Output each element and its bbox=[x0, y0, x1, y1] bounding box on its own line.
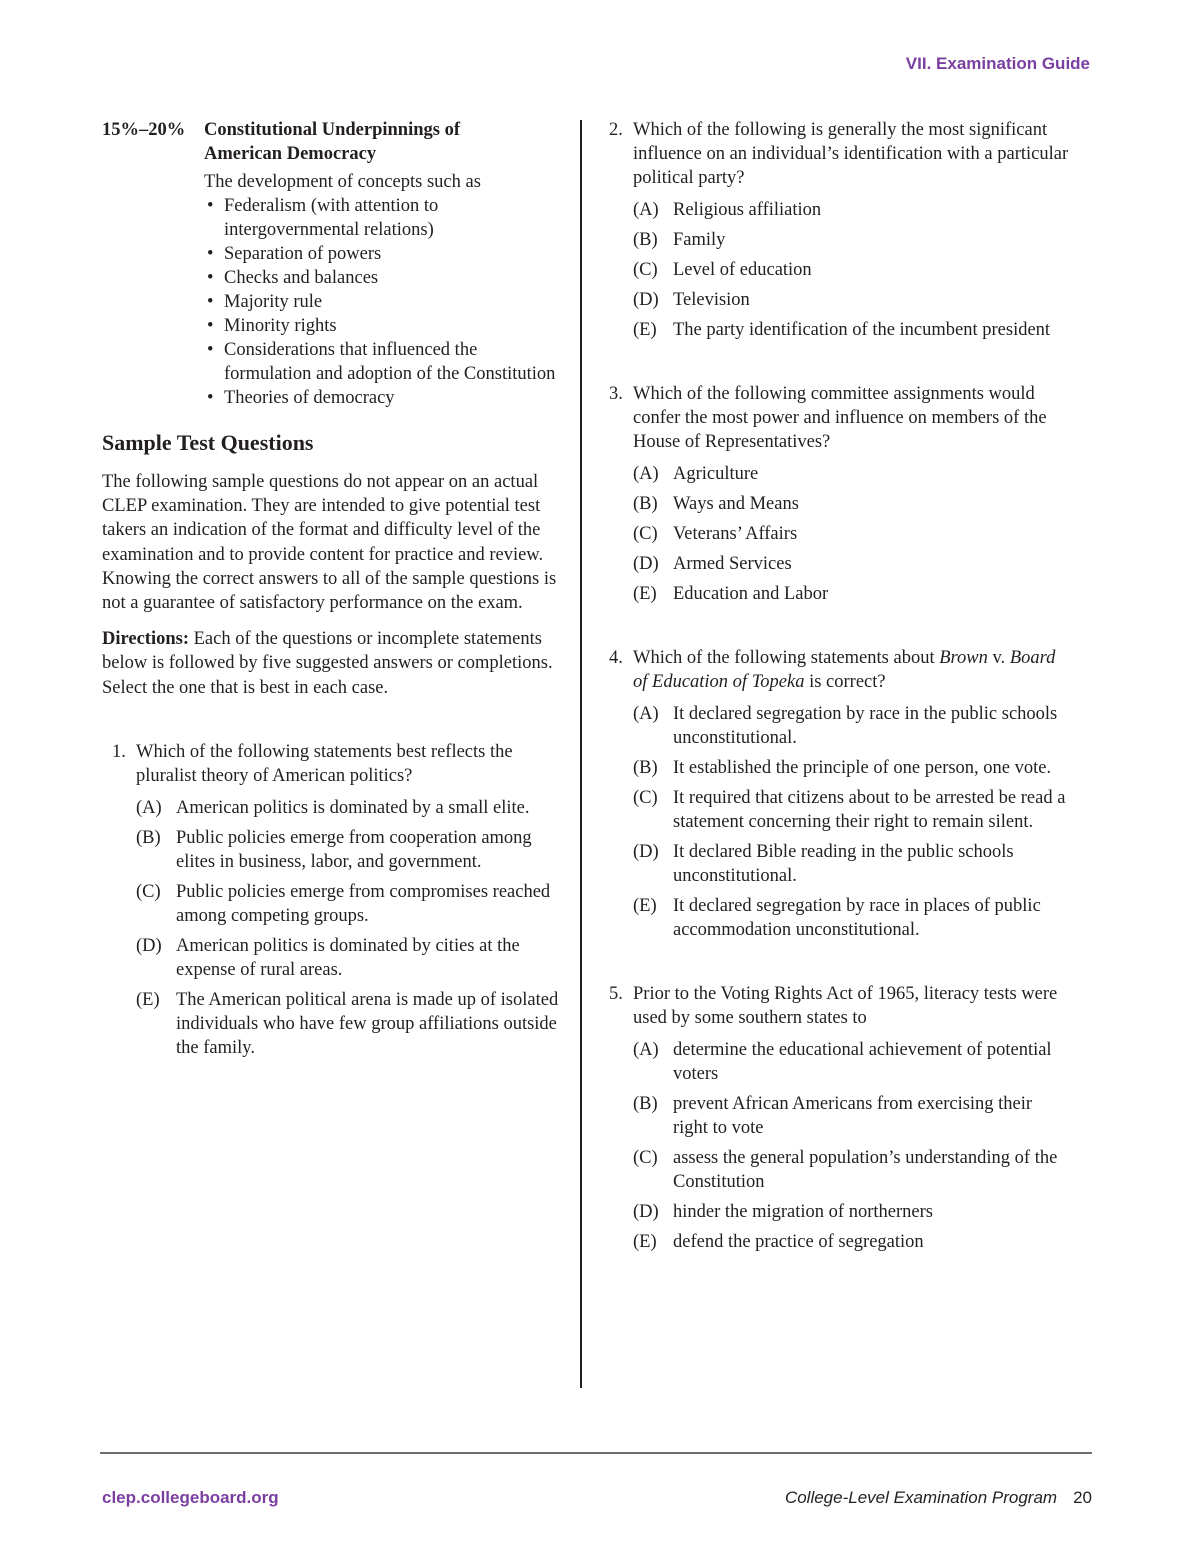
choice-text: Armed Services bbox=[673, 554, 792, 574]
right-column bbox=[609, 118, 1069, 1260]
content-outline-section bbox=[102, 118, 560, 410]
choice-letter: (E) bbox=[633, 584, 657, 604]
question-3 bbox=[609, 382, 1069, 606]
choice-text: determine the educational achievement of potential voters bbox=[673, 1040, 1052, 1084]
answer-choice bbox=[136, 826, 560, 874]
list-item: • Considerations that influenced the formulation and adoption of the Constitution bbox=[204, 338, 560, 386]
sample-intro-paragraph: The following sample questions do not appear on an actual CLEP examination. They are intended to give potential test takers an indication of the format and difficulty level of the examination and to provide content for practice and review. Knowing the correct answers to all of the sample questions is not a guarantee of satisfactory performance on the exam. bbox=[102, 472, 557, 614]
answer-choice bbox=[633, 1146, 1069, 1194]
answer-choice bbox=[136, 796, 560, 820]
answer-choice bbox=[633, 522, 1069, 546]
section-title: VII. Examination Guide bbox=[905, 54, 1090, 73]
choice-letter: (C) bbox=[633, 260, 658, 280]
footer-program bbox=[785, 1488, 1092, 1508]
choice-text: It declared segregation by race in the public schools unconstitutional. bbox=[673, 704, 1058, 748]
answer-choice bbox=[633, 582, 1069, 606]
sample-questions-heading: Sample Test Questions bbox=[102, 430, 314, 455]
answer-choice bbox=[633, 840, 1069, 888]
choice-letter: (A) bbox=[633, 1040, 659, 1060]
choice-letter: (D) bbox=[633, 1202, 659, 1222]
page-number: 20 bbox=[1073, 1488, 1092, 1507]
choice-letter: (B) bbox=[633, 1094, 658, 1114]
choice-text: Public policies emerge from compromises reached among competing groups. bbox=[176, 881, 551, 926]
section-heading bbox=[204, 118, 560, 166]
choice-letter: (E) bbox=[633, 1232, 657, 1252]
choice-letter: (C) bbox=[633, 788, 658, 808]
answer-choice bbox=[633, 318, 1069, 342]
question-stem: Which of the following is generally the most significant influence on an individual’s identification with a particular political party? bbox=[633, 120, 1069, 188]
question-stem: Which of the following statements best reflects the pluralist theory of American politics? bbox=[136, 741, 513, 786]
question-stem: Which of the following statements about Brown v. Board of Education of Topeka is correct? bbox=[633, 648, 1056, 692]
choice-text: It required that citizens about to be arrested be read a statement concerning their right to remain silent. bbox=[673, 788, 1066, 832]
choice-text: Veterans’ Affairs bbox=[673, 524, 798, 544]
answer-choice bbox=[633, 288, 1069, 312]
choice-text: Level of education bbox=[673, 260, 812, 280]
answer-choice bbox=[136, 934, 560, 982]
choice-text: American politics is dominated by cities at the expense of rural areas. bbox=[176, 935, 520, 980]
choice-letter: (C) bbox=[136, 881, 161, 902]
concept-list bbox=[204, 194, 560, 410]
choice-text: The party identification of the incumbent president bbox=[673, 320, 1051, 340]
question-1 bbox=[112, 740, 560, 1060]
question-stem: Prior to the Voting Rights Act of 1965, literacy tests were used by some southern states to bbox=[633, 984, 1058, 1028]
answer-choice bbox=[633, 492, 1069, 516]
choice-letter: (B) bbox=[633, 758, 658, 778]
directions-label: Directions: bbox=[102, 629, 189, 650]
choice-text: prevent African Americans from exercising their right to vote bbox=[673, 1094, 1033, 1138]
choice-text: Religious affiliation bbox=[673, 200, 822, 220]
choice-letter: (E) bbox=[633, 896, 657, 916]
answer-choice bbox=[633, 786, 1069, 834]
choice-text: It declared segregation by race in places of public accommodation unconstitutional. bbox=[673, 896, 1041, 940]
question-5 bbox=[609, 982, 1069, 1254]
section-intro: The development of concepts such as bbox=[204, 172, 481, 192]
answer-choice bbox=[633, 1230, 1069, 1254]
question-number: 2. bbox=[609, 120, 623, 140]
answer-choice bbox=[136, 988, 560, 1060]
list-item: • Minority rights bbox=[204, 314, 560, 338]
choice-letter: (A) bbox=[633, 704, 659, 724]
answer-choice bbox=[633, 1200, 1069, 1224]
column-divider bbox=[580, 120, 582, 1388]
directions-paragraph bbox=[102, 627, 560, 700]
choice-letter: (D) bbox=[136, 935, 162, 956]
choice-text: It declared Bible reading in the public schools unconstitutional. bbox=[673, 842, 1014, 886]
question-2 bbox=[609, 118, 1069, 342]
program-name: College-Level Examination Program bbox=[784, 1488, 1058, 1507]
choice-text: The American political arena is made up of isolated individuals who have few group affiliations outside the family. bbox=[176, 989, 559, 1058]
choice-text: It established the principle of one person, one vote. bbox=[673, 758, 1052, 778]
choice-text: Public policies emerge from cooperation among elites in business, labor, and government. bbox=[176, 827, 532, 872]
question-stem: Which of the following committee assignments would confer the most power and influence on members of the House of Representatives? bbox=[633, 384, 1047, 452]
list-item: • Federalism (with attention to intergovernmental relations) bbox=[204, 194, 560, 242]
left-column bbox=[102, 118, 560, 1066]
answer-choice bbox=[633, 228, 1069, 252]
choice-text: American politics is dominated by a small elite. bbox=[176, 797, 530, 818]
question-number: 3. bbox=[609, 384, 623, 404]
choice-text: Education and Labor bbox=[673, 584, 829, 604]
footer-url-link[interactable]: clep.collegeboard.org bbox=[102, 1488, 279, 1507]
section-heading-line2: American Democracy bbox=[204, 144, 377, 164]
answer-choice bbox=[633, 1092, 1069, 1140]
list-item: • Separation of powers bbox=[204, 242, 560, 266]
list-item: • Majority rule bbox=[204, 290, 560, 314]
choice-letter: (D) bbox=[633, 290, 659, 310]
answer-choice bbox=[633, 894, 1069, 942]
choice-letter: (D) bbox=[633, 554, 659, 574]
choice-text: hinder the migration of northerners bbox=[673, 1202, 933, 1222]
list-item: • Theories of democracy bbox=[204, 386, 560, 410]
choice-letter: (A) bbox=[633, 200, 659, 220]
answer-choice bbox=[136, 880, 560, 928]
choice-letter: (C) bbox=[633, 1148, 658, 1168]
choice-text: Ways and Means bbox=[673, 494, 799, 514]
choice-text: defend the practice of segregation bbox=[673, 1232, 924, 1252]
question-number: 4. bbox=[609, 648, 623, 668]
choice-letter: (D) bbox=[633, 842, 659, 862]
choice-letter: (B) bbox=[633, 230, 658, 250]
choice-letter: (B) bbox=[136, 827, 161, 848]
choice-letter: (E) bbox=[136, 989, 160, 1010]
choice-letter: (B) bbox=[633, 494, 658, 514]
answer-choice bbox=[633, 702, 1069, 750]
choice-letter: (A) bbox=[633, 464, 659, 484]
choice-text: Television bbox=[673, 290, 750, 310]
choice-text: Agriculture bbox=[673, 464, 759, 484]
directions-text: Each of the questions or incomplete statements below is followed by five suggested answers or completions. Select the one that is best in each case. bbox=[102, 629, 553, 698]
choice-text: Family bbox=[673, 230, 726, 250]
question-4 bbox=[609, 646, 1069, 942]
section-heading-line1: Constitutional Underpinnings of bbox=[204, 120, 460, 140]
answer-choice bbox=[633, 462, 1069, 486]
question-number: 5. bbox=[609, 984, 623, 1004]
answer-choice bbox=[633, 552, 1069, 576]
choice-letter: (E) bbox=[633, 320, 657, 340]
answer-choice bbox=[633, 756, 1069, 780]
answer-choice bbox=[633, 258, 1069, 282]
answer-choice bbox=[633, 1038, 1069, 1086]
percent-range: 15%–20% bbox=[102, 120, 186, 140]
footer-rule bbox=[100, 1452, 1092, 1454]
list-item: • Checks and balances bbox=[204, 266, 560, 290]
choice-letter: (C) bbox=[633, 524, 658, 544]
question-number: 1. bbox=[112, 741, 126, 762]
choice-letter: (A) bbox=[136, 797, 162, 818]
choice-text: assess the general population’s understanding of the Constitution bbox=[673, 1148, 1058, 1192]
answer-choice bbox=[633, 198, 1069, 222]
